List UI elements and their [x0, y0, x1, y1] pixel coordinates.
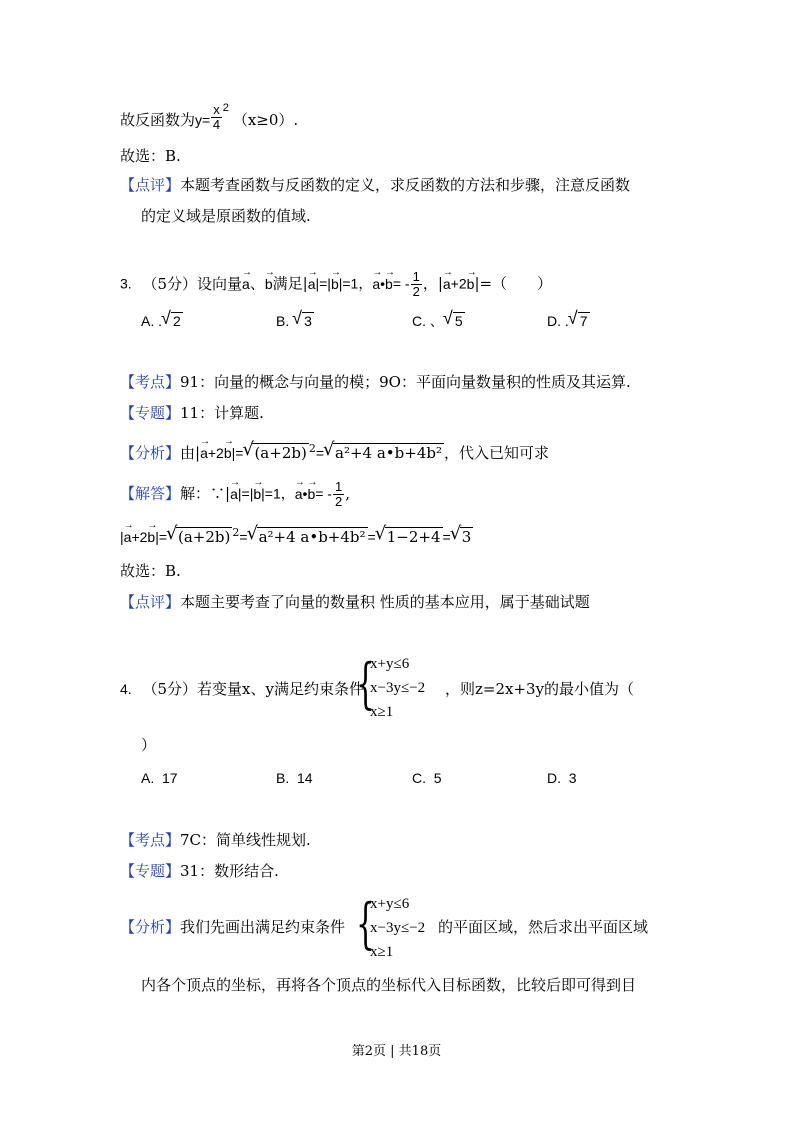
kaodian-4 — [120, 830, 311, 850]
vector-a: a → — [308, 274, 316, 294]
radicand: 7 — [579, 313, 588, 329]
kaodian-3 — [120, 372, 631, 392]
zhuanti-text: 11：计算题. — [180, 404, 264, 422]
constraint-row-2: x−3y≤−2 — [370, 920, 426, 936]
question-number: 4. — [120, 681, 132, 697]
equals: = — [442, 529, 451, 545]
radicand: a²+4 a•b+4b² — [335, 444, 442, 462]
answer-line-3: 故选：B. — [120, 562, 181, 580]
option-value: 5 — [433, 770, 442, 786]
review-1-cont: 的定义域是原函数的值域. — [141, 207, 311, 225]
inverse-fraction — [211, 103, 222, 132]
vector-b: b → — [253, 484, 261, 504]
plus-two: +2 — [207, 445, 224, 461]
fraction-denominator: 4 — [212, 116, 221, 132]
kaodian-tag: 【考点】 — [120, 831, 181, 849]
equals: = — [315, 445, 325, 461]
abs-open: | — [120, 529, 124, 545]
cond-mid: |=| — [315, 275, 331, 292]
sqrt — [248, 527, 368, 547]
vector-a: a → — [200, 443, 208, 463]
option-label: D. — [547, 313, 561, 329]
option-label: B. — [276, 313, 290, 329]
vector-a: a → — [242, 274, 250, 294]
fenxi-tag: 【分析】 — [120, 918, 181, 936]
question-stem: （5分）设向量 — [142, 274, 243, 293]
cond-mid2: |=1， — [338, 275, 373, 292]
fenxi-4-cont: 内各个顶点的坐标，再将各个顶点的坐标代入目标函数，比较后即可得到目 — [141, 976, 637, 994]
constraint-row-3: x≥1 — [370, 944, 394, 960]
review-text: 本题考查函数与反函数的定义，求反函数的方法和步骤，注意反函数 — [180, 176, 631, 194]
option-prefix: 、 — [429, 313, 444, 329]
review-3 — [120, 592, 590, 612]
fenxi-tag: 【分析】 — [120, 444, 181, 462]
fraction-denominator: 2 — [412, 284, 420, 299]
radicand: (a+2b) — [254, 444, 307, 462]
kaodian-text: 91：向量的概念与向量的模；9O：平面向量数量积的性质及其运算. — [180, 373, 631, 391]
separator: 、 — [249, 274, 265, 293]
cond-text: 满足| — [272, 274, 308, 293]
vector-a: a → — [372, 274, 380, 294]
constraint-row-1: x+y≤6 — [370, 896, 410, 912]
left-brace: { — [356, 652, 375, 715]
dot-operator: • — [302, 485, 308, 502]
cond-after: ，| — [422, 274, 443, 293]
option-label: A. — [141, 770, 155, 786]
kaodian-tag: 【考点】 — [120, 373, 181, 391]
zhuanti-3 — [120, 403, 264, 423]
sqrt — [444, 311, 465, 331]
fenxi-pre: 我们先画出满足约束条件 — [180, 918, 346, 936]
cond-mid2: |=1， — [261, 485, 295, 502]
option-value: 14 — [297, 770, 313, 786]
zhuanti-4 — [120, 861, 279, 881]
option-value: 17 — [162, 770, 178, 786]
inverse-prefix: 故反函数为 — [120, 111, 196, 129]
constraint-system — [356, 652, 436, 728]
inverse-condition: （x≥0）. — [232, 111, 299, 129]
fenxi-3 — [120, 439, 549, 463]
fenxi-4 — [120, 917, 345, 937]
jieda-pre: 解：∵| — [180, 484, 231, 503]
vector-b: b → — [467, 274, 475, 294]
half-fraction — [411, 270, 422, 299]
zhuanti-tag: 【专题】 — [120, 862, 181, 880]
cond-mid: |=| — [237, 485, 254, 502]
sqrt — [376, 527, 443, 547]
equals-minus: = - — [392, 275, 410, 292]
option-label: D. — [547, 770, 561, 786]
sqrt — [162, 311, 183, 331]
sqrt — [293, 311, 314, 331]
vector-b: b → — [385, 274, 393, 294]
equals-minus: = - — [315, 485, 332, 502]
square: 2 — [308, 442, 316, 455]
fraction-denominator: 2 — [334, 494, 343, 509]
constraint-row-2: x−3y≤−2 — [370, 680, 426, 696]
option-prefix: . — [564, 313, 569, 329]
plus-two: +2 — [450, 275, 467, 292]
fraction-numerator: 1 — [334, 479, 343, 494]
option-label: C. — [412, 313, 426, 329]
radicand: 5 — [454, 313, 463, 329]
constraint-row-3: x≥1 — [370, 704, 394, 720]
option-label: C. — [412, 770, 426, 786]
review-1 — [120, 175, 630, 195]
fraction-numerator: x — [213, 101, 220, 117]
fenxi-post: ，代入已知可求 — [443, 444, 549, 462]
inverse-function-line — [120, 101, 299, 136]
option-label: B. — [276, 770, 290, 786]
question-4 — [120, 679, 364, 699]
radicand: 3 — [461, 528, 472, 546]
plus-two: +2 — [131, 529, 148, 545]
inverse-y-eq: y= — [195, 112, 211, 128]
vector-b: b → — [307, 484, 315, 504]
vector-a: a → — [124, 527, 132, 547]
vector-b: b → — [147, 527, 155, 547]
sqrt — [243, 443, 308, 463]
review-text: 本题主要考查了向量的数量积 性质的基本应用，属于基础试题 — [180, 593, 590, 611]
radicand: a²+4 a•b+4b² — [258, 528, 366, 546]
option-b[interactable] — [276, 311, 314, 331]
jieda-tag: 【解答】 — [120, 484, 181, 503]
question-3 — [120, 270, 552, 299]
option-d[interactable] — [547, 311, 590, 331]
option-prefix: . — [158, 313, 163, 329]
vector-b: b → — [224, 443, 232, 463]
jieda-end: , — [345, 484, 350, 503]
option-a[interactable] — [141, 768, 178, 788]
radicand: 2 — [173, 313, 181, 329]
page-footer: 第2页 | 共18页 — [351, 1044, 442, 1059]
vector-b: b → — [265, 274, 273, 294]
option-a[interactable] — [141, 311, 183, 331]
equals: = — [367, 529, 376, 545]
option-label: A. — [141, 313, 155, 329]
constraint-row-1: x+y≤6 — [370, 656, 410, 672]
radicand: 3 — [304, 313, 312, 329]
sqrt — [569, 311, 590, 331]
question-stem: （5分）若变量x、y满足约束条件 — [142, 680, 364, 698]
equals: |= — [231, 445, 244, 461]
question-end: |=（ ） — [474, 274, 553, 293]
sqrt — [451, 527, 474, 547]
exponent: 2 — [222, 102, 229, 114]
question-number: 3. — [120, 275, 132, 292]
equals: |= — [155, 529, 168, 545]
fraction-numerator: 1 — [412, 269, 420, 284]
vector-a: a → — [295, 484, 303, 504]
left-brace: { — [356, 892, 375, 955]
sqrt — [324, 443, 444, 463]
calc-3 — [120, 523, 473, 547]
option-d[interactable] — [547, 768, 577, 788]
dot-operator: • — [380, 275, 386, 292]
constraint-system-2 — [356, 892, 436, 968]
half-fraction — [333, 480, 344, 509]
radicand: (a+2b) — [178, 528, 231, 546]
option-b[interactable] — [276, 768, 313, 788]
equals: = — [239, 529, 248, 545]
question-4-after: ，则z=2x+3y的最小值为（ — [445, 680, 635, 698]
option-c[interactable] — [412, 311, 465, 331]
square: 2 — [232, 526, 240, 539]
fenxi-4-post: 的平面区域，然后求出平面区域 — [438, 918, 649, 936]
radicand: 1−2+4 — [386, 528, 441, 546]
sqrt — [167, 527, 232, 547]
review-tag: 【点评】 — [120, 176, 181, 194]
fenxi-pre: 由| — [180, 444, 201, 462]
review-tag: 【点评】 — [120, 593, 181, 611]
kaodian-text: 7C：简单线性规划. — [180, 831, 311, 849]
option-value: 3 — [568, 770, 577, 786]
jieda-3 — [120, 480, 350, 509]
vector-a: a → — [443, 274, 451, 294]
zhuanti-text: 31：数形结合. — [180, 862, 279, 880]
question-4-close: ） — [141, 736, 157, 754]
answer-line-1: 故选：B. — [120, 147, 181, 165]
vector-b: b → — [331, 274, 339, 294]
zhuanti-tag: 【专题】 — [120, 404, 181, 422]
option-c[interactable] — [412, 768, 442, 788]
vector-a: a → — [230, 484, 238, 504]
